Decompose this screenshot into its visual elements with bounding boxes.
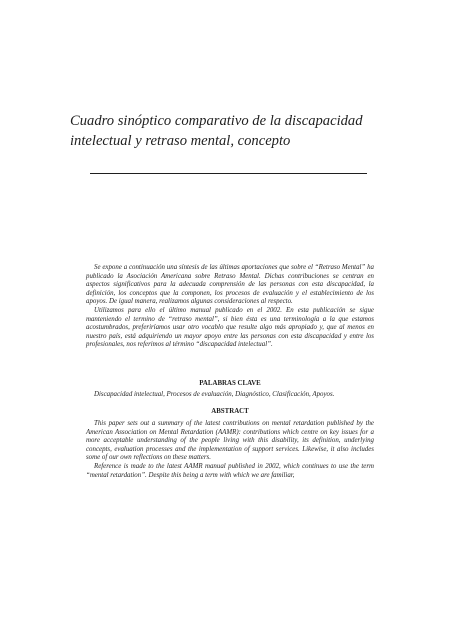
english-abstract xyxy=(86,420,374,480)
keywords-heading: PALABRAS CLAVE xyxy=(199,380,261,387)
title-divider xyxy=(90,173,367,174)
spanish-abstract-paragraph: Se expone a continuación una síntesis de las últimas aportaciones que sobre el “Retraso Mental” ha publicado la Asociación Americana sobre Retraso Mental. Dichas contribuciones se centran en aspectos significativos para la adecuada comprensión de las personas con esta discapacidad, la definición, los conceptos que la componen, los procesos de evaluación y el establecimiento de los apoyos. De igual manera, realizamos algunas consideraciones al respecto. xyxy=(86,264,374,306)
english-abstract-paragraph: Reference is made to the latest AAMR manual published in 2002, which continues to use the term “mental retardation”. Despite this being a term with which we are familiar, xyxy=(86,462,374,479)
keywords-text: Discapacidad intelectual, Procesos de evaluación, Diagnóstico, Clasificación, Apoyos. xyxy=(94,391,335,398)
spanish-abstract-paragraph: Utilizamos para ello el último manual publicado en el 2002. En esta publicación se sigue manteniendo el termino de “retraso mental”, si bien ésta es una terminología a la que estamos acostumbrados, preferiríamos usar otro vocablo que resulte algo más apropiado y, que al menos en nuestro país, está adquiriendo un mayor apoyo entre las personas con esta discapacidad y entre los profesionales, nos referimos al término “discapacidad intelectual”. xyxy=(86,306,374,349)
spanish-abstract xyxy=(86,264,374,350)
abstract-heading: ABSTRACT xyxy=(211,408,249,415)
article-title: Cuadro sinóptico comparativo de la discapacidad intelectual y retraso mental, concepto xyxy=(70,113,363,149)
english-abstract-paragraph: This paper sets out a summary of the latest contributions on mental retardation published by the American Association on Mental Retardation (AAMR): contributions which centre on key issues for a more acceptable understanding of the people living with this disability, its definition, underlying concepts, evaluation processes and the implementation of support services. Likewise, it also includes some of our own reflections on these matters. xyxy=(86,420,374,462)
